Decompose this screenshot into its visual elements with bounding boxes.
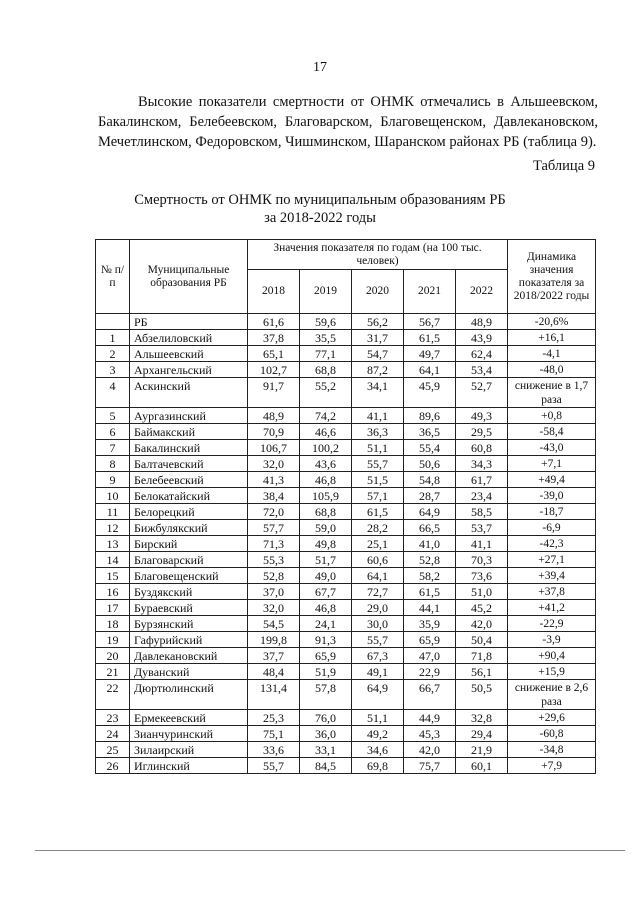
row-value: 58,2: [404, 568, 456, 584]
row-number: 26: [96, 758, 130, 774]
row-value: 50,5: [456, 680, 508, 710]
row-value: 47,0: [404, 648, 456, 664]
row-value: 36,3: [352, 424, 404, 440]
row-dynamics: -3,9: [508, 632, 596, 648]
row-dynamics: +37,8: [508, 584, 596, 600]
footer-divider: [35, 850, 625, 851]
row-value: 65,9: [404, 632, 456, 648]
row-value: 64,9: [404, 504, 456, 520]
row-number: 11: [96, 504, 130, 520]
row-value: 77,1: [300, 346, 352, 362]
row-number: 1: [96, 330, 130, 346]
row-value: 52,8: [404, 552, 456, 568]
row-value: 106,7: [248, 440, 300, 456]
table-label: Таблица 9: [532, 158, 595, 174]
table-row: [96, 440, 596, 456]
page-number: 17: [313, 60, 327, 75]
row-municipality: Зианчуринский: [130, 726, 248, 742]
row-value: 56,1: [456, 664, 508, 680]
header-dynamics: Динамика значения показателя за 2018/2022 годы: [508, 240, 596, 314]
row-value: 30,0: [352, 616, 404, 632]
row-value: 199,8: [248, 632, 300, 648]
row-value: 51,1: [352, 440, 404, 456]
row-value: 41,1: [456, 536, 508, 552]
row-value: 84,5: [300, 758, 352, 774]
row-value: 60,8: [456, 440, 508, 456]
row-number: 12: [96, 520, 130, 536]
row-value: 45,2: [456, 600, 508, 616]
row-value: 57,8: [300, 680, 352, 710]
row-value: 55,7: [352, 456, 404, 472]
table-row: [96, 314, 596, 330]
row-value: 29,4: [456, 726, 508, 742]
row-value: 34,1: [352, 378, 404, 408]
row-value: 74,2: [300, 408, 352, 424]
intro-paragraph: Высокие показатели смертности от ОНМК отмечались в Альшеевском, Бакалинском, Белебеевском, Благоварском, Благовещенском, Давлекановском, Мечетлинском, Федоровском, Чишминском, Шаранском районах РБ (таблица 9).: [98, 94, 598, 150]
table-row: [96, 504, 596, 520]
row-value: 60,1: [456, 758, 508, 774]
row-dynamics: -22,9: [508, 616, 596, 632]
row-value: 32,0: [248, 456, 300, 472]
row-municipality: Зилаирский: [130, 742, 248, 758]
row-value: 49,8: [300, 536, 352, 552]
row-number: 15: [96, 568, 130, 584]
row-value: 48,4: [248, 664, 300, 680]
row-value: 65,9: [300, 648, 352, 664]
row-value: 61,7: [456, 472, 508, 488]
row-dynamics: -42,3: [508, 536, 596, 552]
row-value: 45,9: [404, 378, 456, 408]
row-municipality: Дюртюлинский: [130, 680, 248, 710]
row-value: 70,3: [456, 552, 508, 568]
row-municipality: Бакалинский: [130, 440, 248, 456]
row-value: 61,5: [404, 330, 456, 346]
table-row: [96, 552, 596, 568]
row-value: 53,7: [456, 520, 508, 536]
table-row: [96, 600, 596, 616]
row-municipality: Бурзянский: [130, 616, 248, 632]
row-value: 66,5: [404, 520, 456, 536]
row-value: 49,2: [352, 726, 404, 742]
row-value: 91,3: [300, 632, 352, 648]
row-municipality: Буздякский: [130, 584, 248, 600]
header-year: 2019: [300, 270, 352, 314]
row-value: 55,7: [352, 632, 404, 648]
row-dynamics: -6,9: [508, 520, 596, 536]
table-row: [96, 346, 596, 362]
row-dynamics: снижение в 1,7 раза: [508, 378, 596, 408]
row-value: 31,7: [352, 330, 404, 346]
row-value: 55,2: [300, 378, 352, 408]
row-dynamics: +49,4: [508, 472, 596, 488]
row-value: 35,9: [404, 616, 456, 632]
mortality-table: [95, 239, 596, 774]
row-value: 52,8: [248, 568, 300, 584]
row-dynamics: -58,4: [508, 424, 596, 440]
row-value: 45,3: [404, 726, 456, 742]
row-municipality: Аургазинский: [130, 408, 248, 424]
row-number: 21: [96, 664, 130, 680]
row-value: 34,3: [456, 456, 508, 472]
row-value: 46,8: [300, 472, 352, 488]
row-value: 33,6: [248, 742, 300, 758]
row-value: 37,7: [248, 648, 300, 664]
row-value: 56,2: [352, 314, 404, 330]
header-year: 2022: [456, 270, 508, 314]
row-dynamics: +90,4: [508, 648, 596, 664]
row-number: 6: [96, 424, 130, 440]
row-value: 70,9: [248, 424, 300, 440]
row-municipality: Альшеевский: [130, 346, 248, 362]
table-row: [96, 488, 596, 504]
row-number: 18: [96, 616, 130, 632]
row-value: 100,2: [300, 440, 352, 456]
row-value: 62,4: [456, 346, 508, 362]
row-value: 48,9: [248, 408, 300, 424]
row-dynamics: -39,0: [508, 488, 596, 504]
table-row: [96, 726, 596, 742]
row-value: 89,6: [404, 408, 456, 424]
row-municipality: Бирский: [130, 536, 248, 552]
row-value: 49,1: [352, 664, 404, 680]
table-body: [96, 314, 596, 774]
row-value: 25,1: [352, 536, 404, 552]
row-municipality: Аскинский: [130, 378, 248, 408]
row-value: 42,0: [456, 616, 508, 632]
row-value: 64,1: [352, 568, 404, 584]
row-value: 48,9: [456, 314, 508, 330]
row-value: 58,5: [456, 504, 508, 520]
row-number: 17: [96, 600, 130, 616]
row-value: 75,7: [404, 758, 456, 774]
row-number: 19: [96, 632, 130, 648]
row-value: 56,7: [404, 314, 456, 330]
table-row: [96, 362, 596, 378]
row-value: 54,8: [404, 472, 456, 488]
row-value: 33,1: [300, 742, 352, 758]
table-row: [96, 648, 596, 664]
row-value: 67,3: [352, 648, 404, 664]
row-value: 29,0: [352, 600, 404, 616]
row-value: 51,1: [352, 710, 404, 726]
row-value: 55,3: [248, 552, 300, 568]
row-value: 60,6: [352, 552, 404, 568]
row-municipality: Архангельский: [130, 362, 248, 378]
table-row: [96, 742, 596, 758]
row-value: 75,1: [248, 726, 300, 742]
row-municipality: Дуванский: [130, 664, 248, 680]
row-value: 72,0: [248, 504, 300, 520]
row-value: 87,2: [352, 362, 404, 378]
row-value: 53,4: [456, 362, 508, 378]
row-dynamics: +27,1: [508, 552, 596, 568]
table-title-line1: Смертность от ОНМК по муниципальным образованиям РБ: [134, 192, 506, 208]
row-value: 28,7: [404, 488, 456, 504]
table-title: [0, 191, 640, 227]
row-number: 20: [96, 648, 130, 664]
table-row: [96, 536, 596, 552]
row-value: 69,8: [352, 758, 404, 774]
row-value: 24,1: [300, 616, 352, 632]
row-value: 43,9: [456, 330, 508, 346]
row-value: 22,9: [404, 664, 456, 680]
row-value: 57,7: [248, 520, 300, 536]
row-municipality: Белокатайский: [130, 488, 248, 504]
row-number: 2: [96, 346, 130, 362]
header-num: № п/п: [96, 240, 130, 314]
row-value: 50,6: [404, 456, 456, 472]
row-value: 67,7: [300, 584, 352, 600]
row-municipality: Балтачевский: [130, 456, 248, 472]
row-value: 102,7: [248, 362, 300, 378]
table-row: [96, 520, 596, 536]
row-value: 57,1: [352, 488, 404, 504]
row-dynamics: -34,8: [508, 742, 596, 758]
header-values-group: Значения показателя по годам (на 100 тыс. человек): [248, 240, 508, 270]
row-value: 59,0: [300, 520, 352, 536]
row-number: 23: [96, 710, 130, 726]
row-value: 41,3: [248, 472, 300, 488]
row-dynamics: снижение в 2,6 раза: [508, 680, 596, 710]
row-municipality: Белебеевский: [130, 472, 248, 488]
row-municipality: Баймакский: [130, 424, 248, 440]
row-value: 51,0: [456, 584, 508, 600]
row-value: 64,1: [404, 362, 456, 378]
row-value: 64,9: [352, 680, 404, 710]
row-dynamics: +15,9: [508, 664, 596, 680]
row-value: 51,7: [300, 552, 352, 568]
table-row: [96, 710, 596, 726]
row-number: 10: [96, 488, 130, 504]
row-value: 68,8: [300, 504, 352, 520]
row-value: 34,6: [352, 742, 404, 758]
row-dynamics: +7,9: [508, 758, 596, 774]
row-value: 59,6: [300, 314, 352, 330]
row-value: 131,4: [248, 680, 300, 710]
row-value: 71,3: [248, 536, 300, 552]
row-dynamics: +7,1: [508, 456, 596, 472]
table-row: [96, 632, 596, 648]
row-value: 42,0: [404, 742, 456, 758]
row-value: 61,6: [248, 314, 300, 330]
table-title-line2: за 2018-2022 годы: [264, 210, 376, 226]
row-municipality: Гафурийский: [130, 632, 248, 648]
table-row: [96, 680, 596, 710]
row-municipality: Благовещенский: [130, 568, 248, 584]
row-value: 55,7: [248, 758, 300, 774]
header-year: 2018: [248, 270, 300, 314]
table-row: [96, 664, 596, 680]
row-value: 51,5: [352, 472, 404, 488]
row-municipality: Ермекеевский: [130, 710, 248, 726]
row-value: 37,0: [248, 584, 300, 600]
row-number: 7: [96, 440, 130, 456]
row-number: 5: [96, 408, 130, 424]
row-municipality: Абзелиловский: [130, 330, 248, 346]
row-dynamics: -18,7: [508, 504, 596, 520]
table-row: [96, 330, 596, 346]
row-value: 32,0: [248, 600, 300, 616]
row-value: 21,9: [456, 742, 508, 758]
row-value: 105,9: [300, 488, 352, 504]
row-value: 73,6: [456, 568, 508, 584]
row-number: 24: [96, 726, 130, 742]
row-municipality: Давлекановский: [130, 648, 248, 664]
row-municipality: Благоварский: [130, 552, 248, 568]
row-value: 61,5: [404, 584, 456, 600]
row-value: 66,7: [404, 680, 456, 710]
row-value: 32,8: [456, 710, 508, 726]
table-row: [96, 378, 596, 408]
row-value: 25,3: [248, 710, 300, 726]
row-dynamics: -4,1: [508, 346, 596, 362]
row-number: 16: [96, 584, 130, 600]
row-dynamics: -43,0: [508, 440, 596, 456]
row-number: 4: [96, 378, 130, 408]
row-dynamics: -48,0: [508, 362, 596, 378]
row-value: 46,6: [300, 424, 352, 440]
row-value: 54,7: [352, 346, 404, 362]
row-value: 43,6: [300, 456, 352, 472]
row-value: 38,4: [248, 488, 300, 504]
row-value: 49,3: [456, 408, 508, 424]
header-name: Муниципальные образования РБ: [130, 240, 248, 314]
row-value: 68,8: [300, 362, 352, 378]
row-municipality: Бураевский: [130, 600, 248, 616]
table-row: [96, 758, 596, 774]
row-number: 22: [96, 680, 130, 710]
row-value: 72,7: [352, 584, 404, 600]
table-row: [96, 408, 596, 424]
row-value: 23,4: [456, 488, 508, 504]
row-value: 52,7: [456, 378, 508, 408]
row-value: 44,9: [404, 710, 456, 726]
row-value: 91,7: [248, 378, 300, 408]
row-value: 28,2: [352, 520, 404, 536]
row-dynamics: +41,2: [508, 600, 596, 616]
table-row: [96, 472, 596, 488]
row-value: 49,7: [404, 346, 456, 362]
row-value: 61,5: [352, 504, 404, 520]
row-value: 55,4: [404, 440, 456, 456]
header-year: 2020: [352, 270, 404, 314]
row-dynamics: +39,4: [508, 568, 596, 584]
row-value: 41,1: [352, 408, 404, 424]
row-value: 41,0: [404, 536, 456, 552]
row-number: 8: [96, 456, 130, 472]
row-dynamics: -20,6%: [508, 314, 596, 330]
table-row: [96, 424, 596, 440]
table-row: [96, 616, 596, 632]
row-value: 37,8: [248, 330, 300, 346]
row-dynamics: +29,6: [508, 710, 596, 726]
row-municipality: РБ: [130, 314, 248, 330]
row-dynamics: +0,8: [508, 408, 596, 424]
row-dynamics: -60,8: [508, 726, 596, 742]
row-value: 46,8: [300, 600, 352, 616]
table-row: [96, 584, 596, 600]
row-number: [96, 314, 130, 330]
table-row: [96, 456, 596, 472]
row-value: 36,0: [300, 726, 352, 742]
row-value: 44,1: [404, 600, 456, 616]
row-municipality: Белорецкий: [130, 504, 248, 520]
row-value: 35,5: [300, 330, 352, 346]
row-municipality: Иглинский: [130, 758, 248, 774]
row-number: 25: [96, 742, 130, 758]
row-number: 14: [96, 552, 130, 568]
row-value: 51,9: [300, 664, 352, 680]
row-value: 36,5: [404, 424, 456, 440]
row-number: 3: [96, 362, 130, 378]
row-value: 76,0: [300, 710, 352, 726]
row-value: 49,0: [300, 568, 352, 584]
header-year: 2021: [404, 270, 456, 314]
row-value: 71,8: [456, 648, 508, 664]
row-value: 29,5: [456, 424, 508, 440]
row-value: 65,1: [248, 346, 300, 362]
table-row: [96, 568, 596, 584]
row-number: 9: [96, 472, 130, 488]
row-value: 54,5: [248, 616, 300, 632]
row-number: 13: [96, 536, 130, 552]
row-value: 50,4: [456, 632, 508, 648]
row-municipality: Бижбулякский: [130, 520, 248, 536]
row-dynamics: +16,1: [508, 330, 596, 346]
